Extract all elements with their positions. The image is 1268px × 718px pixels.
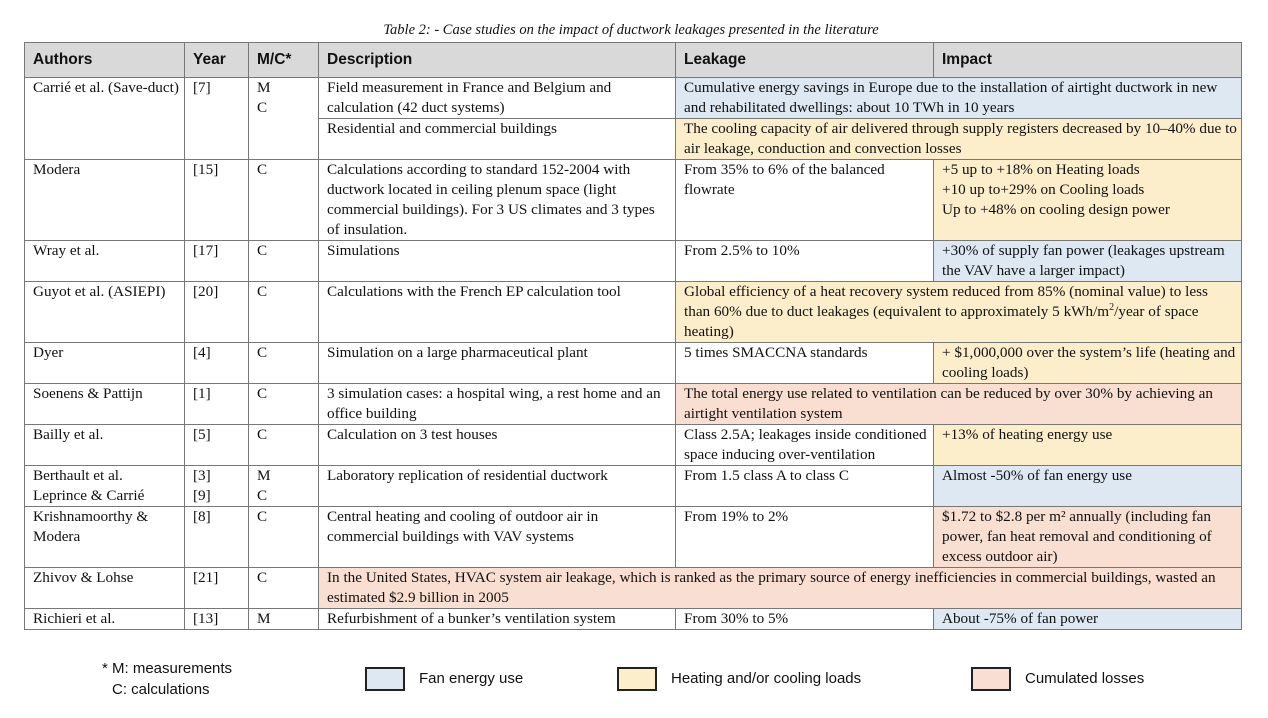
- table-row: [25, 507, 1242, 568]
- table-row: [25, 568, 1242, 609]
- author-line: Berthault et al.: [33, 467, 123, 484]
- cell-description: Laboratory replication of residential ductwork: [319, 466, 676, 507]
- cell-description: Field measurement in France and Belgium and calculation (42 duct systems): [319, 78, 676, 119]
- legend-label-fan: Fan energy use: [419, 670, 524, 687]
- cell-leakage: 5 times SMACCNA standards: [676, 343, 934, 384]
- legend-swatch-cumulated: [971, 667, 1011, 691]
- cell-description: Calculations with the French EP calculation tool: [319, 282, 676, 343]
- cell-impact: $1.72 to $2.8 per m² annually (including fan power, fan heat removal and conditioning of excess outdoor air): [934, 507, 1242, 568]
- cell-description: Simulation on a large pharmaceutical plant: [319, 343, 676, 384]
- cell-leakage: From 1.5 class A to class C: [676, 466, 934, 507]
- cell-authors: Guyot et al. (ASIEPI): [25, 282, 185, 343]
- table-row: [25, 425, 1242, 466]
- case-studies-table: [24, 42, 1242, 630]
- cell-year: [21]: [185, 568, 249, 609]
- legend-swatch-heating: [617, 667, 657, 691]
- table-row: [25, 282, 1242, 343]
- footnote: [102, 658, 232, 700]
- mc-value: C: [257, 487, 268, 504]
- cell-mc: [249, 466, 319, 507]
- cell-year: [13]: [185, 609, 249, 630]
- cell-impact: +30% of supply fan power (leakages upstream the VAV have a larger impact): [934, 241, 1242, 282]
- year-line: [9]: [193, 487, 211, 504]
- cell-leakage: Class 2.5A; leakages inside conditioned space inducing over-ventilation: [676, 425, 934, 466]
- cell-impact: +13% of heating energy use: [934, 425, 1242, 466]
- table-row: [25, 160, 1242, 241]
- cell-mc: C: [249, 507, 319, 568]
- cell-description: Simulations: [319, 241, 676, 282]
- cell-year: [7]: [185, 78, 249, 160]
- cell-year: [17]: [185, 241, 249, 282]
- cell-description: Central heating and cooling of outdoor air in commercial buildings with VAV systems: [319, 507, 676, 568]
- impact-text: Global efficiency of a heat recovery system reduced from 85% (nominal value) to less than 60% due to duct leakages (equivalent to approximately 5 kWh/m: [684, 283, 1208, 320]
- table-row: [25, 241, 1242, 282]
- author-line: Leprince & Carrié: [33, 487, 145, 504]
- cell-impact: Almost -50% of fan energy use: [934, 466, 1242, 507]
- cell-authors: Zhivov & Lohse: [25, 568, 185, 609]
- header-year: Year: [185, 43, 249, 78]
- cell-year: [1]: [185, 384, 249, 425]
- cell-authors: Dyer: [25, 343, 185, 384]
- impact-line: +10 up to+29% on Cooling loads: [942, 181, 1145, 198]
- cell-year: [5]: [185, 425, 249, 466]
- cell-impact: The total energy use related to ventilation can be reduced by over 30% by achieving an airtight ventilation system: [676, 384, 1242, 425]
- cell-authors: [25, 466, 185, 507]
- cell-leakage: From 35% to 6% of the balanced flowrate: [676, 160, 934, 241]
- cell-description: In the United States, HVAC system air leakage, which is ranked as the primary source of energy inefficiencies in commercial buildings, wasted an estimated $2.9 billion in 2005: [319, 568, 1242, 609]
- cell-year: [4]: [185, 343, 249, 384]
- cell-authors: Wray et al.: [25, 241, 185, 282]
- cell-mc: C: [249, 568, 319, 609]
- cell-impact: + $1,000,000 over the system’s life (heating and cooling loads): [934, 343, 1242, 384]
- cell-mc: C: [249, 282, 319, 343]
- header-row: [25, 43, 1242, 78]
- header-mc: M/C*: [249, 43, 319, 78]
- impact-text: /year of space heating): [684, 303, 1199, 340]
- cell-impact: The cooling capacity of air delivered through supply registers decreased by 10–40% due to air leakage, conduction and convection losses: [676, 119, 1242, 160]
- cell-leakage: From 2.5% to 10%: [676, 241, 934, 282]
- impact-line: +5 up to +18% on Heating loads: [942, 161, 1140, 178]
- cell-mc: C: [249, 160, 319, 241]
- cell-mc: C: [249, 343, 319, 384]
- table-row: [25, 78, 1242, 119]
- table-row: [25, 384, 1242, 425]
- cell-impact: [934, 160, 1242, 241]
- cell-description: 3 simulation cases: a hospital wing, a rest home and an office building: [319, 384, 676, 425]
- cell-year: [8]: [185, 507, 249, 568]
- cell-description: Calculation on 3 test houses: [319, 425, 676, 466]
- cell-leakage: From 19% to 2%: [676, 507, 934, 568]
- cell-description: Refurbishment of a bunker’s ventilation system: [319, 609, 676, 630]
- mc-value: C: [257, 99, 268, 116]
- table-row: [25, 466, 1242, 507]
- footnote-line: C: calculations: [112, 681, 210, 698]
- cell-mc: C: [249, 241, 319, 282]
- cell-year: [20]: [185, 282, 249, 343]
- header-authors: Authors: [25, 43, 185, 78]
- mc-value: M: [257, 79, 271, 96]
- cell-impact: Cumulative energy savings in Europe due to the installation of airtight ductwork in new and rehabilitated dwellings: about 10 TWh in 10 years: [676, 78, 1242, 119]
- header-description: Description: [319, 43, 676, 78]
- cell-authors: Soenens & Pattijn: [25, 384, 185, 425]
- cell-description: Residential and commercial buildings: [319, 119, 676, 160]
- header-leakage: Leakage: [676, 43, 934, 78]
- impact-line: Up to +48% on cooling design power: [942, 201, 1170, 218]
- table-row: [25, 343, 1242, 384]
- footnote-line: * M: measurements: [102, 660, 233, 677]
- cell-authors: Richieri et al.: [25, 609, 185, 630]
- superscript: 2: [1109, 301, 1115, 313]
- mc-value: M: [257, 467, 271, 484]
- cell-mc: [249, 78, 319, 160]
- cell-impact: About -75% of fan power: [934, 609, 1242, 630]
- cell-leakage: From 30% to 5%: [676, 609, 934, 630]
- year-line: [3]: [193, 467, 211, 484]
- table-row: [25, 609, 1242, 630]
- cell-description: Calculations according to standard 152-2004 with ductwork located in ceiling plenum space (light commercial buildings). For 3 US climates and 3 types of insulation.: [319, 160, 676, 241]
- cell-year: [185, 466, 249, 507]
- cell-impact: [676, 282, 1242, 343]
- cell-authors: Modera: [25, 160, 185, 241]
- header-impact: Impact: [934, 43, 1242, 78]
- cell-authors: Krishnamoorthy & Modera: [25, 507, 185, 568]
- legend-label-cumulated: Cumulated losses: [1025, 670, 1145, 687]
- legend-swatch-fan: [365, 667, 405, 691]
- cell-year: [15]: [185, 160, 249, 241]
- cell-mc: C: [249, 384, 319, 425]
- legend-label-heating: Heating and/or cooling loads: [671, 670, 862, 687]
- cell-authors: Bailly et al.: [25, 425, 185, 466]
- table-caption: Table 2: - Case studies on the impact of ductwork leakages presented in the literature: [383, 22, 879, 38]
- cell-mc: C: [249, 425, 319, 466]
- cell-authors: Carrié et al. (Save-duct): [25, 78, 185, 160]
- cell-mc: M: [249, 609, 319, 630]
